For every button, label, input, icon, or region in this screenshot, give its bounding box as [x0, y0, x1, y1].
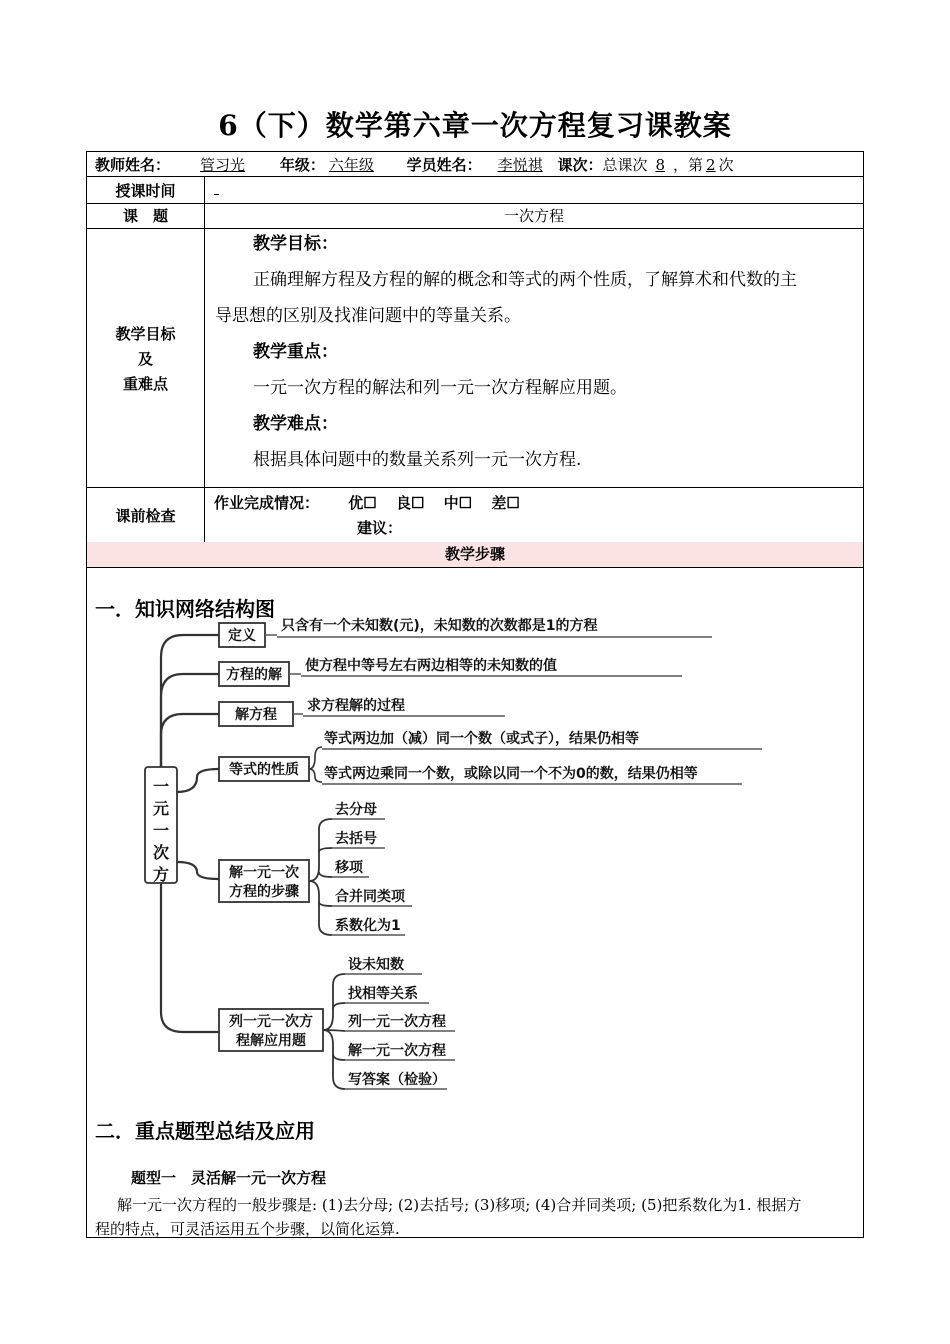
topic-value: 一次方程	[503, 207, 564, 225]
branch-definition	[161, 635, 219, 767]
student-name: 李悦祺	[497, 156, 543, 174]
opt-medium[interactable]	[444, 494, 472, 512]
application-step: 找相等关系	[348, 986, 418, 1002]
opt-poor[interactable]	[491, 494, 519, 512]
application-box-line1: 列一元一次方	[229, 1014, 313, 1030]
time-blank	[214, 194, 219, 195]
connector	[323, 974, 345, 1030]
step-item: 合并同类项	[335, 889, 405, 905]
step-item: 去括号	[335, 831, 377, 847]
precheck-label: 课前检查	[115, 507, 176, 525]
connector	[309, 747, 322, 769]
time-label: 授课时间	[115, 182, 176, 200]
homework-label: 作业完成情况：	[214, 494, 320, 512]
type1-line1: 解一元一次方程的一般步骤是: (1)去分母; (2)去括号; (3)移项; (4)合并同类项; (5)把系数化为1. 根据方	[117, 1196, 802, 1214]
goals-label-line2: 及	[137, 350, 153, 368]
root-char: 一	[152, 821, 170, 840]
steps-bar: 教学步骤	[87, 542, 863, 567]
key-text: 一元一次方程的解法和列一元一次方程解应用题。	[253, 378, 627, 398]
root-char: 一	[152, 777, 170, 796]
def-box-label: 定义	[228, 628, 256, 644]
student-label: 学员姓名：	[406, 156, 482, 174]
branch-solve	[161, 714, 219, 767]
branch-application	[161, 883, 219, 1032]
steps-box-line1: 解一元一次	[229, 865, 299, 881]
connector	[333, 1054, 345, 1060]
solve-box-label: 解方程	[235, 707, 277, 723]
branch-property	[177, 769, 219, 792]
opt-excellent-label: 优	[348, 494, 364, 512]
suggestion-label: 建议：	[357, 519, 403, 537]
def-text: 只含有一个未知数(元)，未知数的次数都是1的方程	[281, 618, 598, 634]
application-step: 解一元一次方程	[348, 1043, 446, 1059]
teacher-label: 教师姓名：	[95, 156, 171, 174]
connector	[319, 902, 332, 906]
knowledge-mindmap	[137, 617, 807, 1097]
solution-box-label: 方程的解	[226, 667, 282, 683]
branch-solution	[161, 674, 219, 767]
topic-label: 课 题	[122, 207, 168, 225]
solution-text: 使方程中等号左右两边相等的未知数的值	[305, 658, 557, 674]
goals-label	[87, 322, 204, 397]
root-char: 元	[152, 799, 170, 818]
lesson-total-prefix: 总课次	[602, 156, 648, 174]
opt-excellent[interactable]	[348, 494, 376, 512]
difficulty-text: 根据具体问题中的数量关系列一元一次方程.	[253, 450, 582, 470]
checkbox-icon: ☐	[410, 494, 425, 512]
objective-line2: 导思想的区别及找准问题中的等量关系。	[215, 306, 521, 326]
goals-label-line1: 教学目标	[115, 325, 176, 343]
checkbox-icon: ☐	[506, 494, 520, 512]
root-label	[153, 777, 169, 884]
section2-heading: 二．重点题型总结及应用	[95, 1119, 315, 1143]
lesson-suffix: 次	[718, 156, 734, 174]
property-2: 等式两边乘同一个数，或除以同一个不为0的数，结果仍相等	[324, 766, 698, 782]
connector	[309, 769, 322, 782]
checkbox-icon: ☐	[363, 494, 377, 512]
property-1: 等式两边加（减）同一个数（或式子），结果仍相等	[324, 731, 639, 747]
row-divider	[87, 567, 863, 568]
lesson-no: 2	[706, 156, 716, 174]
goals-label-line3: 重难点	[122, 375, 168, 393]
step-item: 去分母	[335, 802, 377, 818]
solve-text: 求方程解的过程	[307, 698, 405, 714]
opt-good[interactable]	[396, 494, 424, 512]
step-item: 系数化为1	[335, 918, 401, 934]
teacher-name: 管习光	[200, 156, 246, 174]
connector	[319, 872, 332, 877]
branch-steps	[177, 862, 219, 879]
steps-box-line2: 方程的步骤	[229, 884, 299, 900]
homework-line	[214, 492, 520, 513]
objective-heading: 教学目标：	[253, 234, 338, 254]
opt-poor-label: 差	[491, 494, 507, 512]
lesson-plan-table	[86, 151, 864, 1238]
step-item: 移项	[335, 860, 363, 876]
application-box-line2: 程解应用题	[236, 1033, 306, 1049]
goals-content	[215, 226, 855, 478]
type1-body	[95, 1193, 861, 1241]
difficulty-heading: 教学难点：	[253, 414, 338, 434]
root-char: 次	[152, 843, 170, 862]
connector	[319, 848, 332, 852]
application-step: 设未知数	[348, 957, 404, 973]
section1-heading: 一．知识网络结构图	[95, 597, 275, 621]
grade-label: 年级：	[279, 156, 325, 174]
connector	[333, 1003, 345, 1009]
type1-line2: 程的特点，可灵活运用五个步骤，以简化运算.	[95, 1220, 400, 1238]
objective-line1: 正确理解方程及方程的解的概念和等式的两个性质，了解算术和代数的主	[253, 270, 797, 290]
connector	[309, 881, 332, 935]
lesson-label: 课次：	[557, 156, 603, 174]
application-step: 写答案（检验）	[348, 1072, 446, 1088]
checkbox-icon: ☐	[458, 494, 473, 512]
lesson-sep: ，第	[673, 156, 704, 174]
property-box-label: 等式的性质	[229, 762, 299, 778]
type1-heading: 题型一 灵活解一元一次方程	[131, 1169, 327, 1187]
lesson-total: 8	[655, 156, 666, 174]
grade-value: 六年级	[328, 156, 374, 174]
key-heading: 教学重点：	[253, 342, 338, 362]
opt-medium-label: 中	[443, 494, 459, 512]
opt-good-label: 良	[395, 494, 411, 512]
header-row	[95, 154, 734, 175]
column-divider	[204, 176, 205, 542]
page-title: 6（下）数学第六章一次方程复习课教案	[218, 109, 732, 142]
application-step: 列一元一次方程	[348, 1014, 446, 1030]
root-char: 方	[152, 865, 170, 884]
